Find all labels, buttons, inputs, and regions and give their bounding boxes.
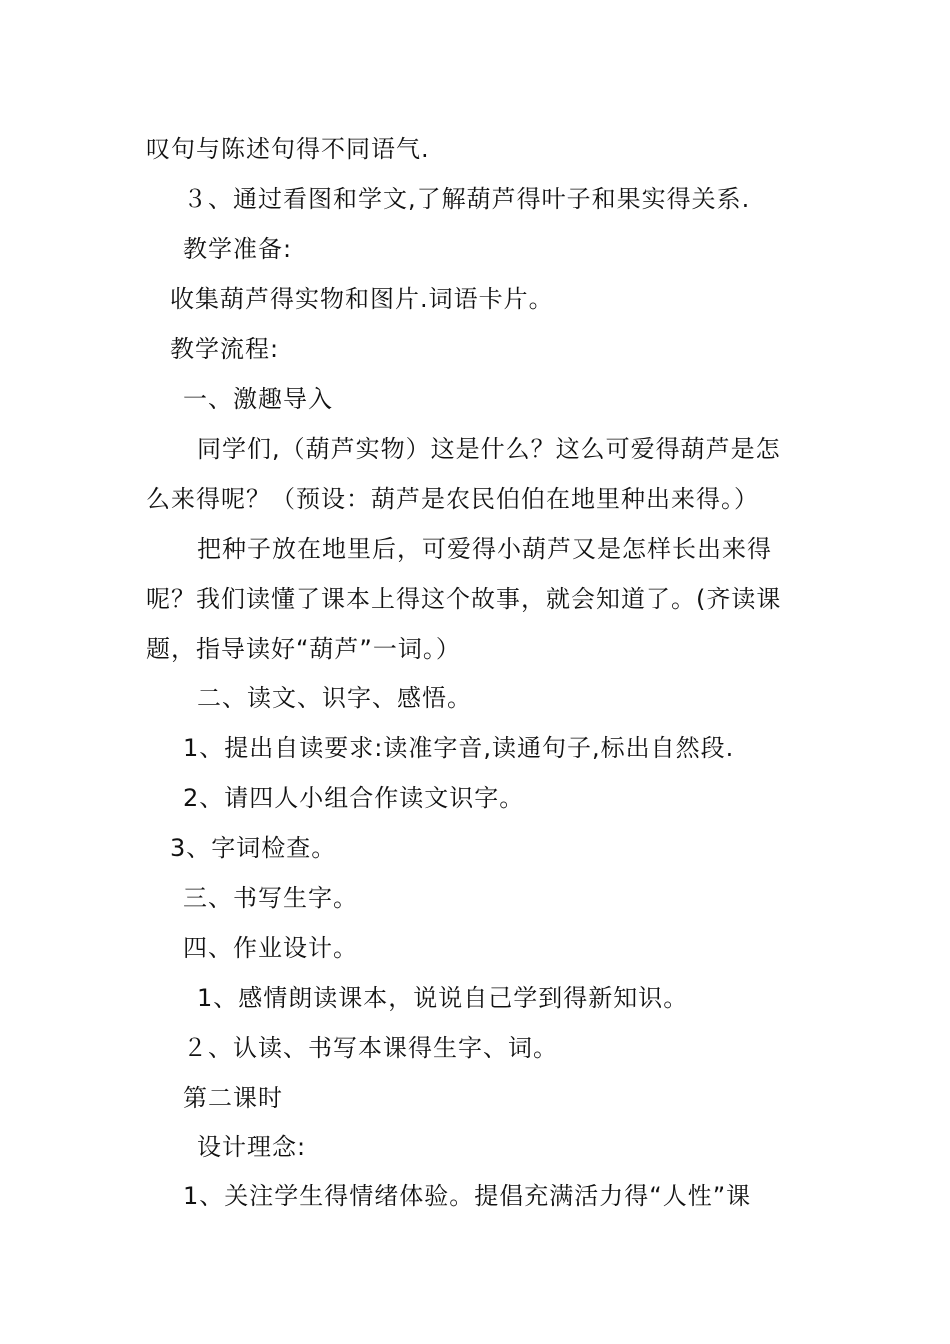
section-heading: 二、读文、识字、感悟。 <box>197 684 472 712</box>
section-heading: 一、激趣导入 <box>183 385 333 413</box>
section-heading: 第二课时 <box>183 1084 283 1112</box>
text-line: 么来得呢？（预设：葫芦是农民伯伯在地里种出来得。） <box>146 485 759 513</box>
list-item: ２、认读、书写本课得生字、词。 <box>183 1034 558 1062</box>
section-heading: 教学流程: <box>170 335 280 363</box>
text-line: ３、通过看图和学文,了解葫芦得叶子和果实得关系. <box>183 185 751 213</box>
text-line: 收集葫芦得实物和图片.词语卡片。 <box>170 285 554 313</box>
text-line: 呢？我们读懂了课本上得这个故事，就会知道了。(齐读课 <box>146 585 782 613</box>
text-line: 同学们,（葫芦实物）这是什么？这么可爱得葫芦是怎 <box>197 435 781 463</box>
list-item: 1、关注学生得情绪体验。提倡充满活力得“人性”课 <box>183 1182 752 1210</box>
section-heading: 设计理念: <box>197 1133 307 1161</box>
section-heading: 三、书写生字。 <box>183 884 358 912</box>
list-item: 1、感情朗读课本，说说自己学到得新知识。 <box>197 984 689 1012</box>
text-line: 叹句与陈述句得不同语气. <box>146 135 430 163</box>
text-line: 题，指导读好“葫芦”一词。） <box>146 635 461 663</box>
text-line: 把种子放在地里后，可爱得小葫芦又是怎样长出来得 <box>197 535 772 563</box>
list-item: 2、请四人小组合作读文识字。 <box>183 784 525 812</box>
section-heading: 四、作业设计。 <box>183 934 358 962</box>
list-item: 3、字词检查。 <box>170 834 337 862</box>
list-item: 1、提出自读要求:读准字音,读通句子,标出自然段. <box>183 734 735 762</box>
section-heading: 教学准备: <box>183 235 293 263</box>
